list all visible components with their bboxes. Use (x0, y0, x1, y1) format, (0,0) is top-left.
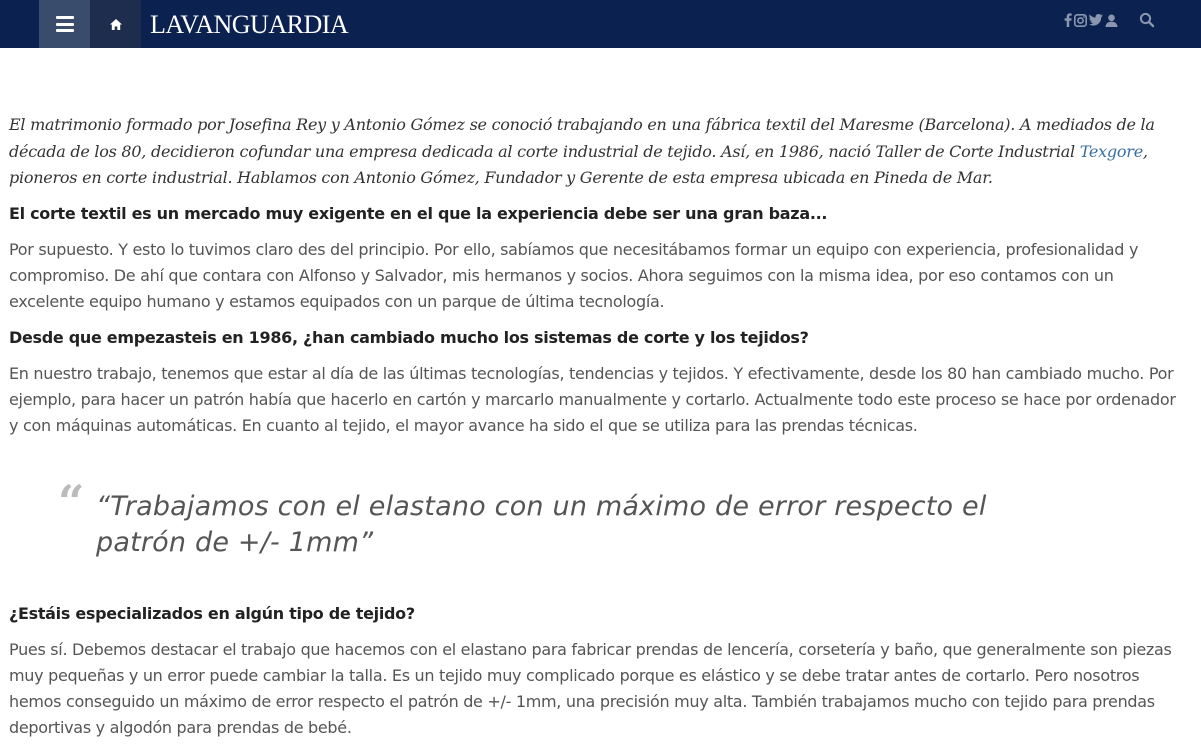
hamburger-icon (56, 16, 74, 32)
user-icon[interactable] (1105, 14, 1118, 27)
pull-quote (9, 474, 1076, 561)
facebook-icon[interactable] (1064, 13, 1072, 27)
quote-mark-icon: “ (58, 474, 85, 529)
article-body (9, 112, 1185, 751)
answer-1: Por supuesto. Y esto lo tuvimos claro des del principio. Por ello, sabíamos que necesitábamos formar un equipo con experiencia, profesionalidad y compromiso. De ahí que contara con Alfonso y Salvador, mis hermanos y socios. Ahora seguimos con la misma idea, por eso contamos con un excelente equipo humano y estamos equipados con un parque de última tecnología. (9, 239, 1139, 311)
home-icon (110, 19, 122, 30)
texgore-link[interactable]: Texgore (1079, 141, 1143, 161)
twitter-icon[interactable] (1089, 14, 1103, 26)
top-navigation-bar (0, 0, 1201, 48)
instagram-icon[interactable] (1074, 14, 1087, 27)
answer-2: En nuestro trabajo, tenemos que estar al día de las últimas tecnologías, tendencias y tejidos. Y efectivamente, desde los 80 han cambiado mucho. Por ejemplo, para hacer un patrón había que hacerlo en cartón y marcarlo manualmente y cortarlo. Actualmente todo este proceso se hace por ordenador y con máquinas automáticas. En cuanto al tejido, el mayor avance ha sido el que se utiliza para las prendas técnicas. (9, 363, 1176, 435)
question-1: El corte textil es un mercado muy exigente en el que la experiencia debe ser una gran baza... (9, 203, 828, 223)
site-logo[interactable]: LAVANGUARDIA (150, 10, 349, 39)
answer-3: Pues sí. Debemos destacar el trabajo que hacemos con el elastano para fabricar prendas de lencería, corsetería y baño, que generalmente son piezas muy pequeñas y un error puede cambiar la talla. Es un tejido muy complicado porque es elástico y se debe tratar antes de cortarlo. Pero nosotros hemos conseguido un máximo de error respecto el patrón de +/- 1mm, una precisión muy alta. También trabajamos mucho con tejido para prendas deportivas y algodón para prendas de bebé. (9, 639, 1172, 737)
question-3: ¿Estáis especializados en algún tipo de tejido? (9, 603, 415, 623)
search-icon[interactable] (1139, 12, 1155, 28)
pull-quote-text: “Trabajamos con el elastano con un máximo de error respecto el patrón de +/- 1mm” (96, 490, 987, 558)
question-2: Desde que empezasteis en 1986, ¿han cambiado mucho los sistemas de corte y los tejidos? (9, 327, 809, 347)
lead-text-start: El matrimonio formado por Josefina Rey y Antonio Gómez se conoció trabajando en una fábrica textil del Maresme (Barcelona). A mediados de la década de los 80, decidieron cofundar una empresa dedicada al corte industrial de tejido. Así, en 1986, nació Taller de Corte Industrial (9, 115, 1155, 161)
home-button[interactable] (90, 0, 141, 48)
lead-text-end: , pioneros en corte industrial. Hablamos con Antonio Gómez, Fundador y Gerente de esta empresa ubicada en Pineda de Mar. (9, 141, 1148, 187)
article-lead (9, 112, 1185, 192)
social-links (1064, 12, 1118, 28)
menu-button[interactable] (39, 0, 90, 48)
